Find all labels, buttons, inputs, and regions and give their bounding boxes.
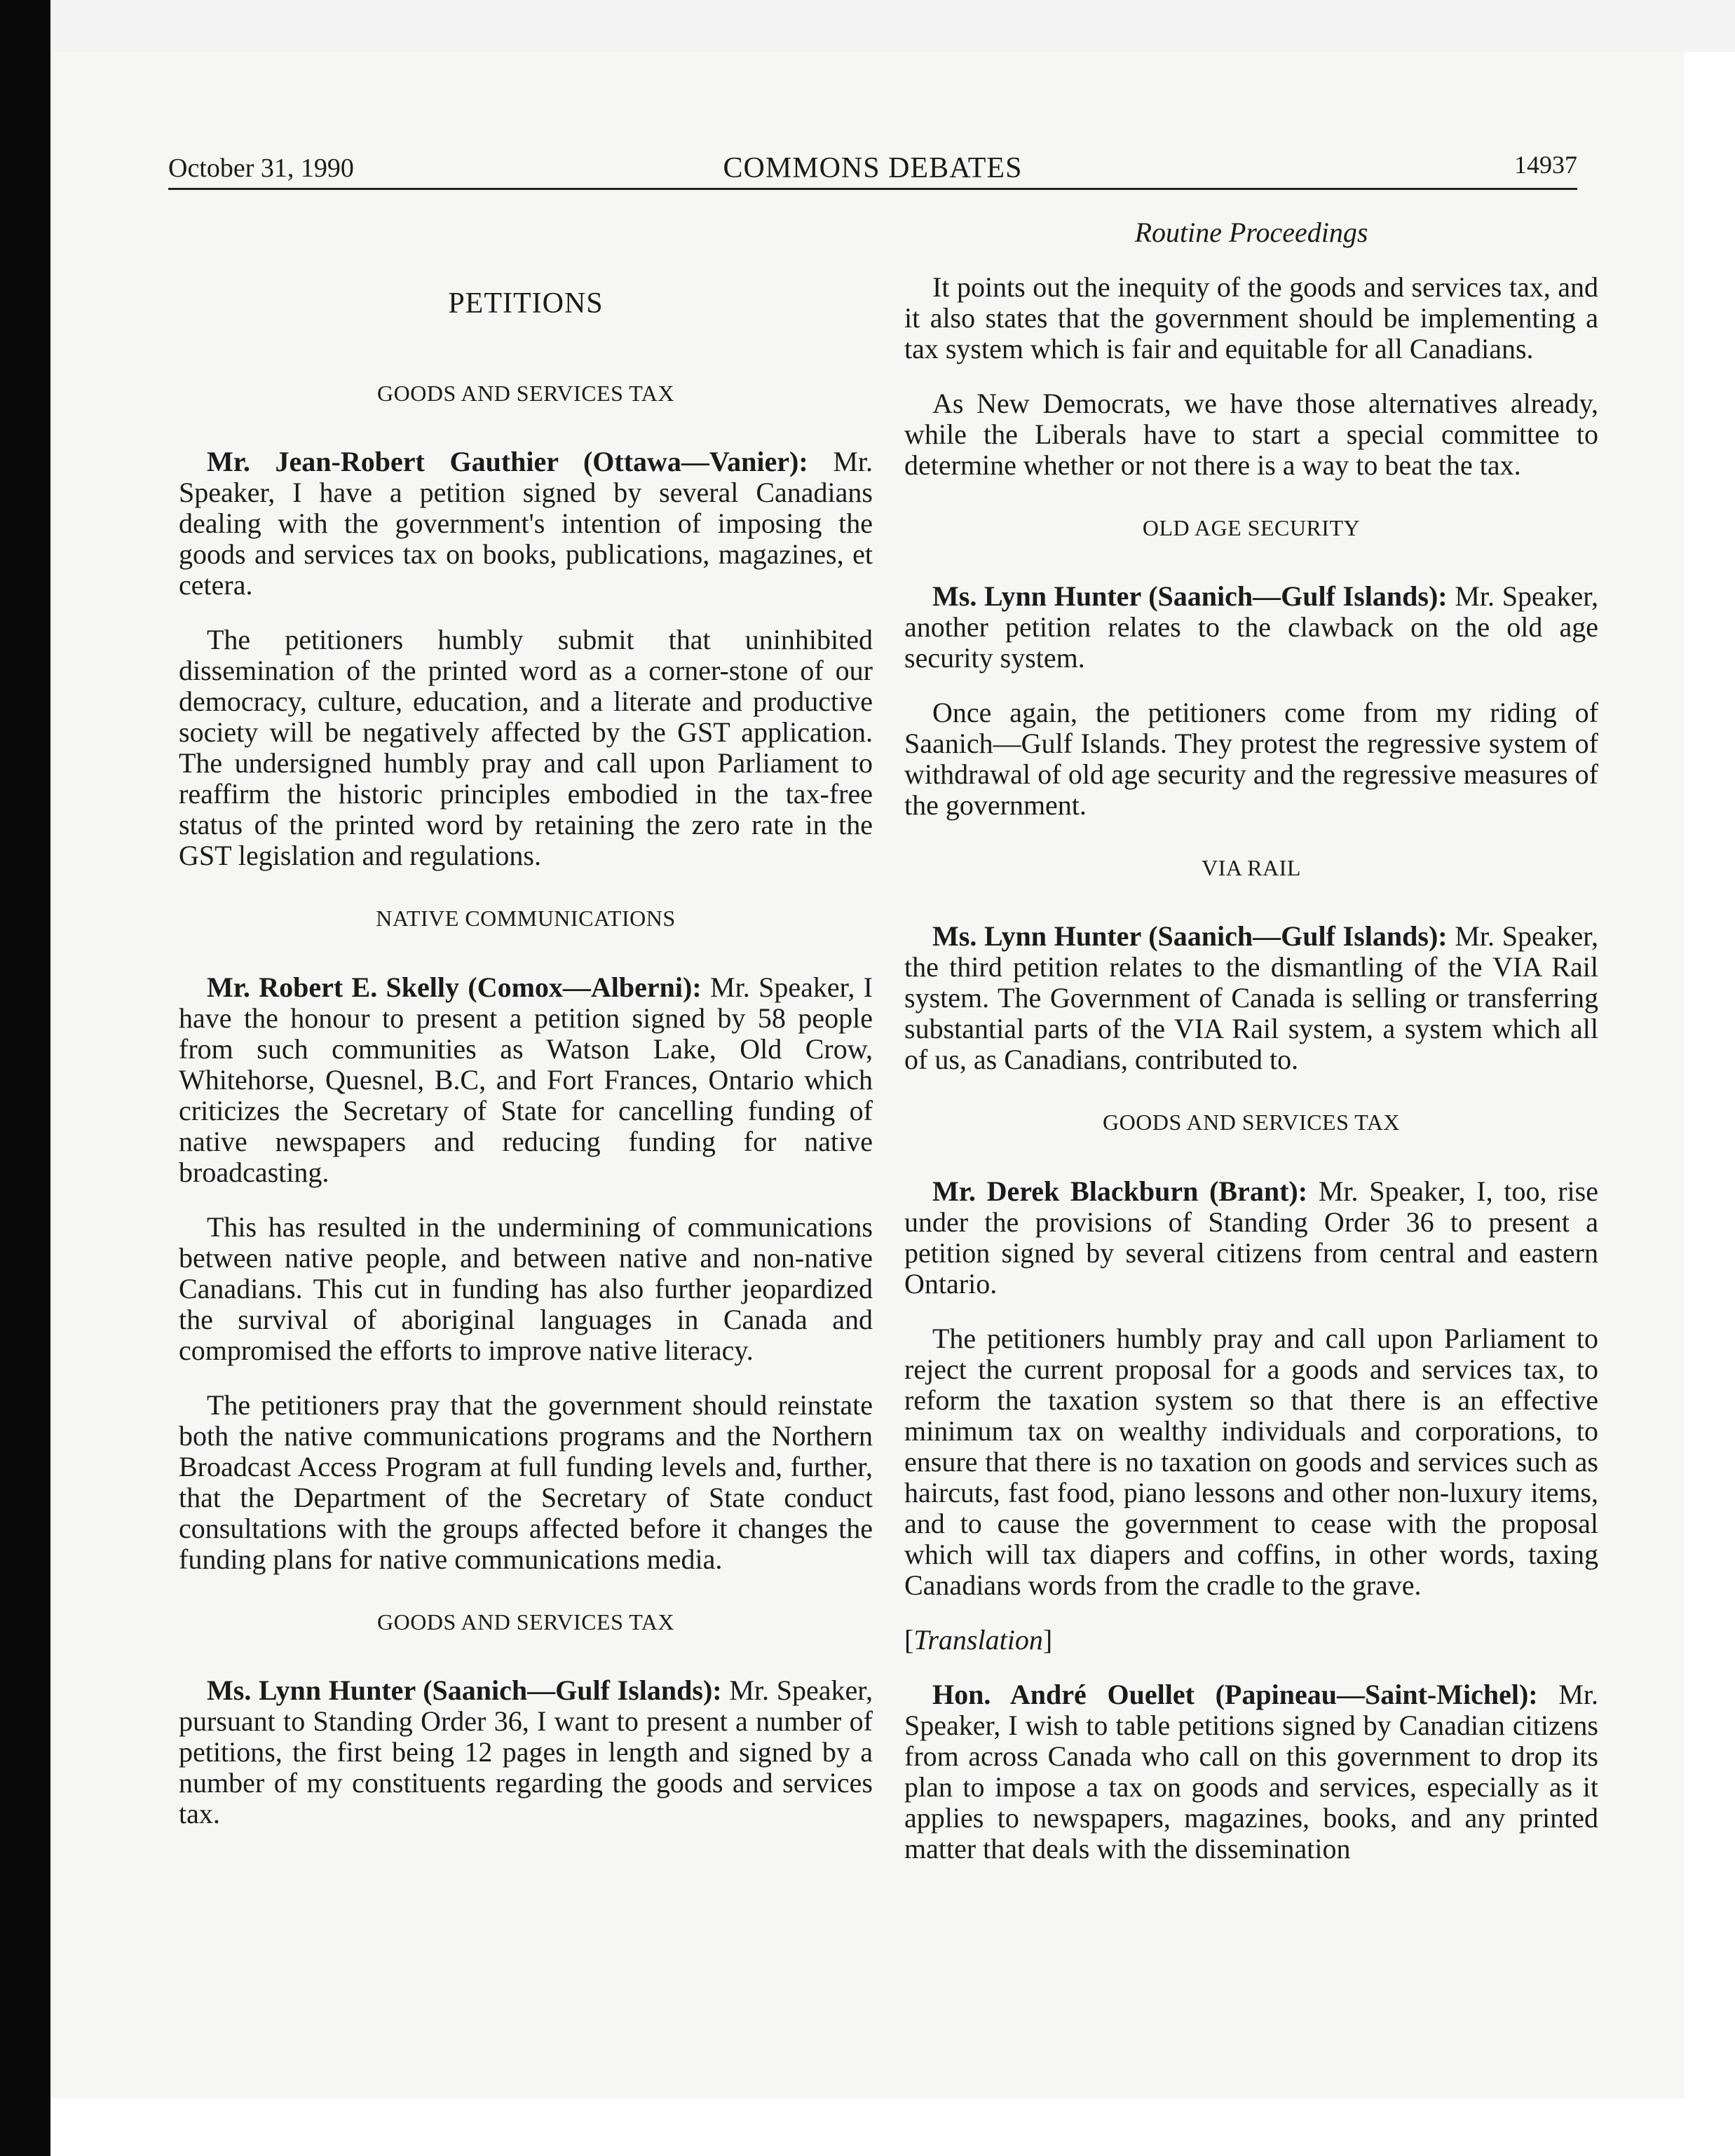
speaker-name: Ms. Lynn Hunter (Saanich—Gulf Islands): xyxy=(207,1674,722,1706)
translation-marker xyxy=(904,1625,1598,1656)
speaker-name: Mr. Jean-Robert Gauthier (Ottawa—Vanier): xyxy=(207,446,808,478)
speaker-name: Hon. André Ouellet (Papineau—Saint-Michel): xyxy=(932,1678,1538,1710)
speaker-name: Ms. Lynn Hunter (Saanich—Gulf Islands): xyxy=(932,920,1448,953)
paragraph-text: Mr. Speaker, I, too, rise under the provisions of Standing Order 36 to present a petition signed by several citizens from central and eastern Ontario. xyxy=(904,1175,1598,1299)
header-page-number: 14937 xyxy=(1514,151,1577,179)
translation-label: Translation xyxy=(913,1623,1043,1656)
right-column xyxy=(904,217,1598,1888)
paragraph xyxy=(904,1176,1598,1299)
speaker-name: Mr. Derek Blackburn (Brant): xyxy=(932,1175,1308,1207)
paragraph-text: Mr. Speaker, another petition relates to the clawback on the old age security system. xyxy=(904,580,1598,674)
paragraph xyxy=(179,446,873,601)
subsection-title: GOODS AND SERVICES TAX xyxy=(377,381,674,407)
paragraph: The petitioners pray that the government should reinstate both the native communications programs and the Northern Broadcast Access Program at full funding levels and, further, that the Department of the Secretary of State conduct consultations with the groups affected before it changes the funding plans for native communications media. xyxy=(179,1389,873,1575)
running-head: Routine Proceedings xyxy=(1134,217,1368,248)
paragraph xyxy=(904,921,1598,1075)
section-heading: PETITIONS xyxy=(448,287,604,320)
header-title: COMMONS DEBATES xyxy=(723,152,1023,184)
paragraph: It points out the inequity of the goods and services tax, and it also states that the government should be implementing a tax system which is fair and equitable for all Canadians. xyxy=(904,271,1598,364)
header-date: October 31, 1990 xyxy=(168,153,354,183)
subsection-title: NATIVE COMMUNICATIONS xyxy=(376,906,676,932)
paragraph xyxy=(904,1679,1598,1864)
subsection-title: GOODS AND SERVICES TAX xyxy=(377,1609,674,1635)
paragraph-text: Mr. Speaker, I wish to table petitions signed by Canadian citizens from across Canada who call on this government to drop its plan to impose a tax on goods and services, especially as it applies to newspapers, magazines, books, and any printed matter that deals with the dissemination xyxy=(904,1678,1598,1864)
left-column xyxy=(179,217,873,1853)
paragraph xyxy=(904,581,1598,674)
paragraph xyxy=(179,972,873,1188)
bracket-open: [ xyxy=(904,1623,914,1656)
subsection-title: GOODS AND SERVICES TAX xyxy=(1103,1110,1400,1135)
speaker-name: Ms. Lynn Hunter (Saanich—Gulf Islands): xyxy=(932,580,1448,613)
paragraph: The petitioners humbly pray and call upon Parliament to reject the current proposal for a goods and services tax, to reform the taxation system so that there is an effective minimum tax on wealthy individuals and corporations, to ensure that there is no taxation on goods and services such as haircuts, fast food, piano lessons and other non-luxury items, and to cause the government to cease with the proposal which will tax diapers and coffins, in other words, taxing Canadians words from the cradle to the grave. xyxy=(904,1322,1598,1601)
paragraph-text: Mr. Speaker, I have a petition signed by several Canadians dealing with the government's intention of imposing the goods and services tax on books, publications, magazines, et cetera. xyxy=(179,446,873,601)
paragraph-text: Mr. Speaker, I have the honour to present a petition signed by 58 people from such communities as Watson Lake, Old Crow, Whitehorse, Quesnel, B.C, and Fort Frances, Ontario which criticizes the Secretary of State for cancelling funding of native newspapers and reducing funding for native broadcasting. xyxy=(179,971,873,1188)
subsection-title: VIA RAIL xyxy=(1202,855,1301,881)
paragraph: As New Democrats, we have those alternatives already, while the Liberals have to start a special committee to determine whether or not there is a way to beat the tax. xyxy=(904,388,1598,481)
subsection-title: OLD AGE SECURITY xyxy=(1142,515,1361,540)
paragraph: The petitioners humbly submit that uninhibited dissemination of the printed word as a corner-stone of our democracy, culture, education, and a literate and productive society will be negatively affected by the GST application. The undersigned humbly pray and call upon Parliament to reaffirm the historic principles embodied in the tax-free status of the printed word by retaining the zero rate in the GST legislation and regulations. xyxy=(179,624,873,872)
scan-edge xyxy=(0,0,50,2156)
paragraph: This has resulted in the undermining of communications between native people, and between native and non-native Canadians. This cut in funding has also further jeopardized the survival of aboriginal languages in Canada and compromised the efforts to improve native literacy. xyxy=(179,1210,873,1366)
paragraph-text: Mr. Speaker, pursuant to Standing Order 36, I want to present a number of petitions, the first being 12 pages in length and signed by a number of my constituents regarding the goods and services tax. xyxy=(179,1674,873,1829)
page-header xyxy=(168,144,1577,190)
scan-margin xyxy=(50,0,1735,52)
paragraph xyxy=(179,1675,873,1829)
paragraph: Once again, the petitioners come from my riding of Saanich—Gulf Islands. They protest the regressive system of withdrawal of old age security and the regressive measures of the government. xyxy=(904,697,1598,821)
paragraph-text: Mr. Speaker, the third petition relates to the dismantling of the VIA Rail system. The Government of Canada is selling or transferring substantial parts of the VIA Rail system, a system which all of us, as Canadians, contributed to. xyxy=(904,920,1598,1076)
speaker-name: Mr. Robert E. Skelly (Comox—Alberni): xyxy=(207,971,702,1003)
bracket-close: ] xyxy=(1042,1623,1053,1656)
